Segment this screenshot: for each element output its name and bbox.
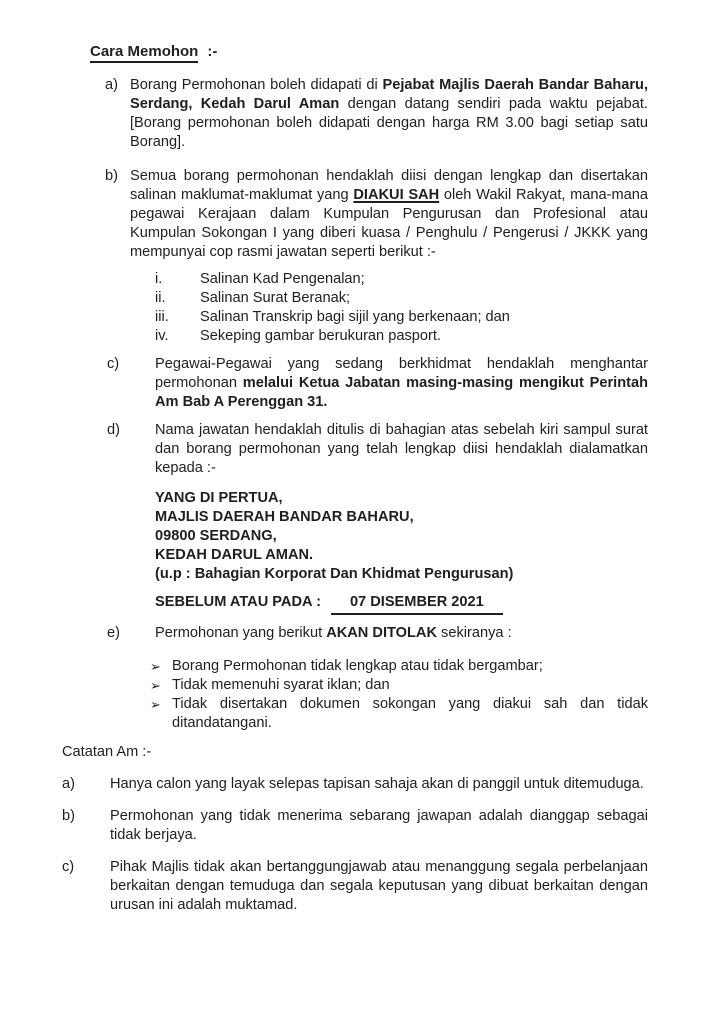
note-c-label: c) xyxy=(62,859,75,875)
note-a-text: Hanya calon yang layak selepas tapisan sahaja akan di panggil untuk ditemuduga. xyxy=(110,776,644,792)
text-segment-bold: melalui Ketua Jabatan masing-masing mengikut Perintah Am Bab A Perenggan 31. xyxy=(155,375,648,410)
text-segment-bold: Pejabat Majlis Daerah Bandar Baharu, Serdang, Kedah Darul Aman xyxy=(130,77,649,112)
item-d-label: d) xyxy=(107,422,120,438)
item-c-label: c) xyxy=(107,356,120,372)
list-item xyxy=(150,695,648,733)
text-segment: Borang Permohonan boleh didapati di xyxy=(130,77,383,93)
rejection-reason-text: Tidak disertakan dokumen sokongan yang diakui sah dan tidak ditandatangani. xyxy=(172,696,648,731)
text-segment: dengan datang sendiri pada waktu pejabat. [Borang permohonan boleh didapati dengan harga RM 3.00 bagi setiap satu Borang]. xyxy=(130,96,648,150)
roman-numeral: iv. xyxy=(155,328,169,344)
title-text: Cara Memohon xyxy=(90,43,198,63)
item-a-label: a) xyxy=(105,77,118,93)
text-segment: Semua borang permohonan hendaklah diisi dengan lengkap dan disertakan salinan maklumat-maklumat yang xyxy=(130,168,648,203)
list-item xyxy=(150,657,648,676)
document-item-text: Sekeping gambar berukuran pasport. xyxy=(200,328,441,344)
note-a-label: a) xyxy=(62,776,75,792)
arrow-bullet-icon: ➢ xyxy=(150,659,161,674)
note-item-c xyxy=(62,858,648,915)
roman-numeral: iii. xyxy=(155,309,169,325)
rejection-reasons-list xyxy=(150,657,648,733)
list-item xyxy=(155,327,648,346)
mailing-address xyxy=(155,489,648,584)
arrow-bullet-icon: ➢ xyxy=(150,678,161,693)
list-item xyxy=(155,289,648,308)
list-item xyxy=(150,676,648,695)
arrow-bullet-icon: ➢ xyxy=(150,697,161,712)
title-suffix: :- xyxy=(207,43,218,60)
deadline-date: 07 DISEMBER 2021 xyxy=(331,593,503,615)
deadline-label: SEBELUM ATAU PADA : xyxy=(155,594,321,610)
item-e-text xyxy=(155,624,648,643)
item-a-text xyxy=(130,76,648,152)
item-e-label: e) xyxy=(107,625,120,641)
notes-heading: Catatan Am :- xyxy=(62,744,152,760)
item-b-label: b) xyxy=(105,168,118,184)
list-item-b xyxy=(105,167,648,262)
note-item-a xyxy=(62,775,648,794)
address-line: 09800 SERDANG, xyxy=(155,528,277,544)
item-b-text xyxy=(130,167,648,262)
note-item-b xyxy=(62,807,648,845)
text-segment: sekiranya : xyxy=(437,625,512,641)
note-b-text: Permohonan yang tidak menerima sebarang jawapan adalah dianggap sebagai tidak berjaya. xyxy=(110,808,648,843)
roman-numeral: ii. xyxy=(155,290,166,306)
document-item-text: Salinan Surat Beranak; xyxy=(200,290,351,306)
text-segment-bold-underlined: DIAKUI SAH xyxy=(353,187,440,203)
page-title xyxy=(90,42,648,61)
list-item xyxy=(155,270,648,289)
list-item-c xyxy=(107,355,648,412)
text-segment: oleh Wakil Rakyat, mana-mana pegawai Kerajaan dalam Kumpulan Pengurusan dan Profesional atau Kumpulan Sokongan I yang diberi kuasa / Penghulu / Pengerusi / JKKK yang mempunyai cop rasmi jawatan seperti berikut :- xyxy=(130,187,648,260)
item-c-text xyxy=(155,355,648,412)
document-item-text: Salinan Transkrip bagi sijil yang berkenaan; dan xyxy=(200,309,510,325)
text-segment: Permohonan yang berikut xyxy=(155,625,327,641)
address-line: KEDAH DARUL AMAN. xyxy=(155,547,314,563)
deadline-row xyxy=(155,593,648,615)
text-segment-bold: AKAN DITOLAK xyxy=(326,625,437,641)
note-c-text: Pihak Majlis tidak akan bertanggungjawab atau menanggung segala perbelanjaan berkaitan dengan temuduga dan segala keputusan yang dibuat berkaitan dengan urusan ini adalah muktamad. xyxy=(110,859,648,913)
rejection-reason-text: Tidak memenuhi syarat iklan; dan xyxy=(172,677,390,693)
list-item xyxy=(155,308,648,327)
rejection-reason-text: Borang Permohonan tidak lengkap atau tidak bergambar; xyxy=(172,658,543,674)
item-d-text: Nama jawatan hendaklah ditulis di bahagian atas sebelah kiri sampul surat dan borang permohonan yang telah lengkap diisi hendaklah dialamatkan kepada :- xyxy=(155,422,648,476)
address-line: MAJLIS DAERAH BANDAR BAHARU, xyxy=(155,509,414,525)
list-item-d xyxy=(107,421,648,478)
required-documents-list xyxy=(155,270,648,346)
roman-numeral: i. xyxy=(155,271,163,287)
note-b-label: b) xyxy=(62,808,75,824)
address-line: YANG DI PERTUA, xyxy=(155,490,283,506)
document-item-text: Salinan Kad Pengenalan; xyxy=(200,271,365,287)
list-item-a xyxy=(105,76,648,152)
text-segment: Pegawai-Pegawai yang sedang berkhidmat hendaklah menghantar permohonan xyxy=(155,356,648,391)
list-item-e xyxy=(107,624,648,643)
address-line: (u.p : Bahagian Korporat Dan Khidmat Pengurusan) xyxy=(155,566,514,582)
